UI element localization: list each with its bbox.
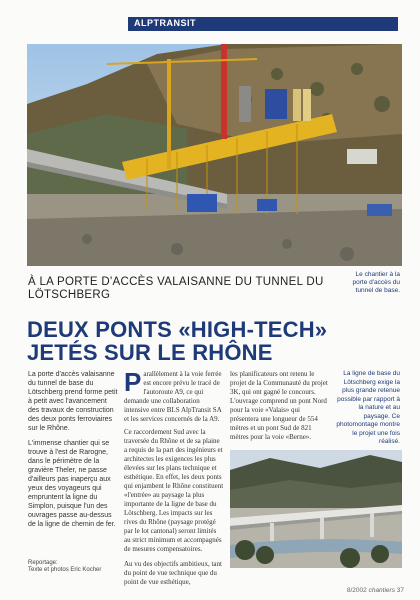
page-number: 37 [396, 587, 404, 594]
magazine-name: chantiers [368, 587, 395, 594]
credit-label: Reportage: [28, 560, 58, 566]
page-footer [347, 587, 404, 594]
column-1 [28, 370, 118, 535]
section-header-bar [128, 17, 398, 31]
issue-number: 8/2002 [346, 587, 367, 594]
section-label: ALPTRANSIT [134, 18, 196, 28]
paragraph: L'immense chantier qui se trouve à l'est de Rarogne, dans le périmètre de la gravière Theler, ne passe d'ailleurs pas inaperçu aux yeux des voyageurs qui empruntent la ligne du Simplon, puisque l'un des ouvrages passe au-dessus de la ligne de chemin de fer. [28, 440, 116, 528]
article-title: DEUX PONTS «HIGH-TECH» JETÉS SUR LE RHÔNE [27, 317, 328, 365]
photo-caption: Le chantier à la porte d'accès du tunnel de base. [352, 271, 400, 294]
photomontage-caption: La ligne de base du Lötschberg exige la plus grande retenue possible par rapport à la nature et au paysage. Ce photomontage montre le projet une fois réalisé. [336, 370, 400, 445]
column-3 [230, 370, 330, 448]
bridge-photomontage [230, 450, 402, 568]
paragraph: La porte d'accès valaisanne du tunnel de base du Lötschberg prend forme petit à petit avec l'avancement des travaux de construction des deux ponts ferroviaires sur le Rhône. [28, 371, 118, 432]
construction-site-photo [27, 44, 402, 266]
column-2 [124, 367, 224, 593]
credit-author: Texte et photos Eric Kocher [28, 567, 102, 573]
drop-cap: P [124, 367, 142, 397]
credit [28, 560, 128, 574]
paragraph: arallèlement à la voie ferrée est encore prévu le tracé de l'autoroute A9, ce qui demande une collaboration intensive entre BLS AlpTransit SA et les services concernés de la A9. [124, 370, 222, 423]
paragraph: Au vu des objectifs ambitieux, tant du point de vue technique que du point de vue esthétique, [124, 560, 222, 586]
paragraph: Ce raccordement Sud avec la traversée du Rhône et de sa plaine a requis de la part des ingénieurs et architectes les exigences les plus élevées sur les plans technique et esthétique. En effet, les deux ponts qui enjambent le Rhône constituent «l'entrée» au paysage la plus importante de la ligne de base du Lötschberg. Les impacts sur les rives du Rhône (paysage protégé par le lot cantonal) seront limités au strict minimum et accompagnés de mesures compensatoires. [124, 428, 224, 553]
article-kicker: À LA PORTE D'ACCÈS VALAISANNE DU TUNNEL DU LÖTSCHBERG [28, 276, 324, 301]
paragraph: les planificateurs ont retenu le projet de la Communauté du projet 3K, qui ont gagné le concours. L'ouvrage comprend un pont Nord pour la voie «Valais» qui présentera une longueur de 554 mètres et un pont Sud de 821 mètres pour la voie «Berne». [230, 370, 328, 441]
